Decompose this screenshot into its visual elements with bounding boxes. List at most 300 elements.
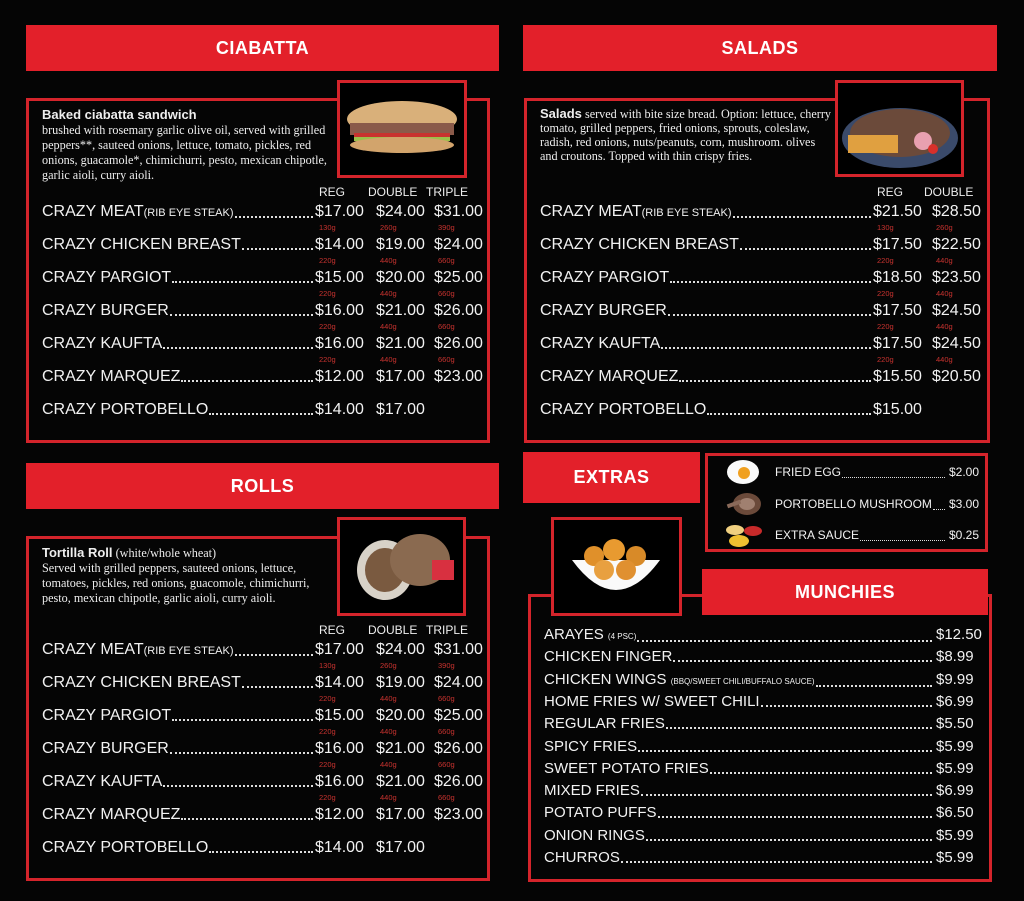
dot-leader bbox=[668, 302, 871, 316]
item-name-text: CRAZY PARGIOT bbox=[42, 707, 172, 724]
salads-item-leader bbox=[540, 335, 873, 353]
item-name-text: CRAZY PORTOBELLO bbox=[42, 401, 209, 418]
ciabatta-menu-item bbox=[42, 401, 515, 419]
ciabatta-price-triple: $25.00 bbox=[434, 269, 483, 286]
munchies-item-leader bbox=[544, 693, 934, 711]
item-name-text: CRAZY PARGIOT bbox=[42, 269, 172, 286]
item-name-text: CRAZY BURGER bbox=[42, 740, 169, 757]
rolls-menu-item bbox=[42, 641, 515, 670]
salads-price-double: $20.50 bbox=[932, 368, 981, 385]
extras-price: $3.00 bbox=[949, 496, 980, 511]
extras-price: $2.00 bbox=[949, 465, 980, 479]
salads-item-name bbox=[540, 203, 732, 222]
ciabatta-price-triple: $26.00 bbox=[434, 302, 483, 319]
munchies-menu-item bbox=[544, 849, 984, 867]
salads-item-leader bbox=[540, 203, 873, 222]
salads-price-reg: $15.00 bbox=[873, 401, 922, 418]
dot-leader bbox=[842, 463, 945, 478]
salads-weight-double: 440g bbox=[936, 355, 953, 364]
ciabatta-weight-reg: 220g bbox=[319, 256, 336, 265]
ciabatta-price-reg: $15.00 bbox=[315, 269, 364, 286]
ciabatta-weight-triple: 660g bbox=[438, 322, 455, 331]
item-name-text: SPICY FRIES bbox=[544, 737, 638, 755]
ciabatta-weight-double: 440g bbox=[380, 355, 397, 364]
salads-menu-item bbox=[540, 203, 1024, 232]
item-name-text: CRAZY MARQUEZ bbox=[540, 368, 679, 385]
mushroom-icon bbox=[723, 490, 763, 523]
dot-leader bbox=[707, 401, 871, 415]
salads-menu-item bbox=[540, 335, 1024, 364]
rolls-weight-triple: 390g bbox=[438, 661, 455, 670]
munchies-item-leader bbox=[544, 671, 934, 691]
salads-price-double: $28.50 bbox=[932, 203, 981, 220]
ciabatta-item-leader bbox=[42, 335, 315, 353]
munchies-menu-item bbox=[544, 827, 984, 845]
salads-weight-double: 440g bbox=[936, 322, 953, 331]
salads-price-double: $24.50 bbox=[932, 335, 981, 352]
munchies-item-name bbox=[544, 827, 645, 845]
rolls-item-name bbox=[42, 641, 234, 660]
rolls-item-name bbox=[42, 674, 241, 692]
salads-price-reg: $18.50 bbox=[873, 269, 922, 286]
rolls-weight-double: 440g bbox=[380, 793, 397, 802]
dot-leader bbox=[637, 626, 932, 642]
salads-desc-title: Salads bbox=[540, 106, 582, 121]
munchies-menu-item bbox=[544, 804, 984, 822]
ciabatta-weight-reg: 220g bbox=[319, 322, 336, 331]
salads-item-leader bbox=[540, 269, 873, 287]
ciabatta-desc-title: Baked ciabatta sandwich bbox=[42, 107, 197, 122]
ciabatta-menu-item bbox=[42, 368, 515, 386]
rolls-item-leader bbox=[42, 740, 315, 758]
munchies-menu-item bbox=[544, 648, 984, 666]
munchies-item-name bbox=[544, 738, 637, 756]
munchies-price: $5.50 bbox=[936, 715, 974, 733]
salads-item-name bbox=[540, 269, 669, 287]
dot-leader bbox=[816, 671, 932, 687]
item-note: (RIB EYE STEAK) bbox=[641, 207, 732, 219]
dot-leader bbox=[761, 693, 932, 707]
rolls-weight-reg: 220g bbox=[319, 760, 336, 769]
rolls-item-leader bbox=[42, 773, 315, 791]
ciabatta-weight-double: 260g bbox=[380, 223, 397, 232]
item-name-text: ARAYES bbox=[544, 626, 604, 643]
rolls-price-double: $21.00 bbox=[376, 773, 425, 790]
rolls-header: ROLLS bbox=[26, 463, 499, 509]
rolls-price-triple: $26.00 bbox=[434, 740, 483, 757]
ciabatta-column-reg: REG bbox=[319, 185, 346, 199]
rolls-menu-item bbox=[42, 674, 515, 703]
dot-leader bbox=[172, 707, 313, 721]
dot-leader bbox=[209, 401, 313, 415]
salads-item-name bbox=[540, 401, 706, 419]
item-name-text: CRAZY KAUFTA bbox=[42, 773, 163, 790]
munchies-menu-item bbox=[544, 693, 984, 711]
dot-leader bbox=[733, 203, 872, 218]
salads-item-name bbox=[540, 302, 667, 320]
ciabatta-item-leader bbox=[42, 269, 315, 287]
rolls-price-triple: $26.00 bbox=[434, 773, 483, 790]
salads-weight-reg: 220g bbox=[877, 256, 894, 265]
ciabatta-menu-item bbox=[42, 203, 515, 232]
salads-description bbox=[540, 107, 832, 163]
extras-item-leader bbox=[775, 495, 947, 513]
item-name-text: SWEET POTATO FRIES bbox=[544, 759, 709, 777]
ciabatta-weight-triple: 390g bbox=[438, 223, 455, 232]
rolls-desc-title: Tortilla Roll bbox=[42, 545, 113, 560]
salads-menu-item bbox=[540, 302, 1024, 331]
rolls-price-double: $21.00 bbox=[376, 740, 425, 757]
ciabatta-item-leader bbox=[42, 236, 315, 254]
dot-leader bbox=[646, 827, 932, 841]
salads-price-reg: $17.50 bbox=[873, 302, 922, 319]
salads-weight-double: 260g bbox=[936, 223, 953, 232]
rolls-weight-triple: 660g bbox=[438, 694, 455, 703]
dot-leader bbox=[933, 495, 945, 510]
munchies-menu-item bbox=[544, 738, 984, 756]
munchies-item-name bbox=[544, 671, 815, 691]
rolls-column-triple: TRIPLE bbox=[426, 623, 469, 637]
munchies-item-leader bbox=[544, 849, 934, 867]
item-name-text: CRAZY BURGER bbox=[540, 302, 667, 319]
rolls-price-double: $20.00 bbox=[376, 707, 425, 724]
munchies-price: $9.99 bbox=[936, 670, 974, 688]
item-name-text: CHICKEN FINGER bbox=[544, 648, 673, 666]
rolls-desc-note: (white/whole wheat) bbox=[115, 546, 217, 560]
ciabatta-item-name bbox=[42, 401, 208, 419]
rolls-item-leader bbox=[42, 674, 315, 692]
rolls-weight-triple: 660g bbox=[438, 760, 455, 769]
salads-item-name bbox=[540, 335, 660, 353]
ciabatta-menu-item bbox=[42, 236, 515, 265]
ciabatta-item-name bbox=[42, 302, 169, 320]
item-name-text: CHURROS bbox=[544, 849, 620, 866]
munchies-price: $5.99 bbox=[936, 826, 974, 844]
ciabatta-description bbox=[42, 107, 334, 183]
salads-menu-item bbox=[540, 236, 1024, 265]
salads-weight-double: 440g bbox=[936, 289, 953, 298]
sauce-icon bbox=[723, 521, 763, 554]
potato-puffs-image bbox=[551, 517, 682, 616]
munchies-item-name bbox=[544, 626, 636, 646]
rolls-price-triple: $25.00 bbox=[434, 707, 483, 724]
dot-leader bbox=[666, 715, 932, 729]
item-name-text: CRAZY MARQUEZ bbox=[42, 368, 181, 385]
extras-price: $0.25 bbox=[949, 528, 980, 542]
ciabatta-item-leader bbox=[42, 203, 315, 222]
munchies-item-name bbox=[544, 715, 665, 733]
dot-leader bbox=[181, 368, 313, 382]
rolls-item-name bbox=[42, 773, 162, 791]
dot-leader bbox=[172, 269, 313, 283]
rolls-item-leader bbox=[42, 839, 315, 857]
ciabatta-column-double: DOUBLE bbox=[368, 185, 418, 199]
rolls-weight-reg: 220g bbox=[319, 727, 336, 736]
extras-header: EXTRAS bbox=[523, 452, 700, 503]
extras-menu-item bbox=[775, 463, 985, 481]
munchies-price: $5.99 bbox=[936, 737, 974, 755]
ciabatta-price-triple: $31.00 bbox=[434, 203, 483, 220]
munchies-item-leader bbox=[544, 782, 934, 800]
munchies-price: $6.99 bbox=[936, 692, 974, 710]
dot-leader bbox=[641, 782, 932, 796]
dot-leader bbox=[658, 804, 932, 818]
salads-menu-item bbox=[540, 401, 1024, 419]
ciabatta-price-reg: $14.00 bbox=[315, 401, 364, 418]
dot-leader bbox=[710, 760, 932, 774]
item-name-text: CRAZY CHICKEN BREAST bbox=[42, 236, 241, 253]
munchies-item-name bbox=[544, 782, 640, 800]
rolls-menu-item bbox=[42, 707, 515, 736]
item-note: (RIB EYE STEAK) bbox=[143, 207, 234, 219]
ciabatta-price-reg: $16.00 bbox=[315, 335, 364, 352]
item-name-text: CRAZY PORTOBELLO bbox=[540, 401, 707, 418]
salads-item-name bbox=[540, 368, 678, 386]
ciabatta-menu-item bbox=[42, 269, 515, 298]
ciabatta-price-reg: $14.00 bbox=[315, 236, 364, 253]
item-name-text: CRAZY KAUFTA bbox=[540, 335, 661, 352]
munchies-price: $6.99 bbox=[936, 782, 974, 800]
salads-weight-double: 440g bbox=[936, 256, 953, 265]
ciabatta-price-reg: $16.00 bbox=[315, 302, 364, 319]
ciabatta-weight-triple: 660g bbox=[438, 289, 455, 298]
ciabatta-weight-double: 440g bbox=[380, 322, 397, 331]
munchies-item-name bbox=[544, 760, 709, 778]
munchies-item-leader bbox=[544, 760, 934, 778]
ciabatta-weight-double: 440g bbox=[380, 289, 397, 298]
rolls-weight-triple: 660g bbox=[438, 793, 455, 802]
ciabatta-item-leader bbox=[42, 401, 315, 419]
item-name-text: MIXED FRIES bbox=[544, 782, 640, 800]
ciabatta-column-triple: TRIPLE bbox=[426, 185, 469, 199]
rolls-price-reg: $16.00 bbox=[315, 740, 364, 757]
salads-price-reg: $17.50 bbox=[873, 335, 922, 352]
ciabatta-item-name bbox=[42, 269, 171, 287]
rolls-item-leader bbox=[42, 707, 315, 725]
item-name-text: CRAZY MEAT bbox=[42, 641, 144, 658]
rolls-item-name bbox=[42, 707, 171, 725]
rolls-price-double: $24.00 bbox=[376, 641, 425, 658]
salads-weight-reg: 220g bbox=[877, 322, 894, 331]
salads-header: SALADS bbox=[523, 25, 997, 71]
rolls-weight-reg: 130g bbox=[319, 661, 336, 670]
item-name-text: CRAZY MEAT bbox=[42, 203, 144, 220]
rolls-weight-reg: 220g bbox=[319, 694, 336, 703]
munchies-header: MUNCHIES bbox=[702, 569, 988, 615]
ciabatta-weight-triple: 660g bbox=[438, 256, 455, 265]
item-name-text: CRAZY PARGIOT bbox=[540, 269, 670, 286]
munchies-price: $5.99 bbox=[936, 759, 974, 777]
rolls-menu-item bbox=[42, 773, 515, 802]
rolls-weight-reg: 220g bbox=[319, 793, 336, 802]
item-name-text: CRAZY BURGER bbox=[42, 302, 169, 319]
item-name-text: CRAZY MARQUEZ bbox=[42, 806, 181, 823]
munchies-item-name bbox=[544, 693, 760, 711]
salads-price-reg: $15.50 bbox=[873, 368, 922, 385]
munchies-item-name bbox=[544, 804, 657, 822]
salads-weight-reg: 220g bbox=[877, 355, 894, 364]
item-name-text: POTATO PUFFS bbox=[544, 804, 657, 822]
dot-leader bbox=[181, 806, 313, 820]
munchies-price: $12.50 bbox=[936, 626, 982, 643]
item-note: (RIB EYE STEAK) bbox=[143, 645, 234, 657]
munchies-item-leader bbox=[544, 648, 934, 666]
salads-item-name bbox=[540, 236, 739, 254]
munchies-item-name bbox=[544, 849, 620, 867]
dot-leader bbox=[670, 269, 871, 283]
munchies-menu-item bbox=[544, 671, 984, 689]
rolls-weight-double: 440g bbox=[380, 727, 397, 736]
rolls-price-triple: $24.00 bbox=[434, 674, 483, 691]
ciabatta-price-double: $19.00 bbox=[376, 236, 425, 253]
rolls-price-reg: $16.00 bbox=[315, 773, 364, 790]
salads-item-leader bbox=[540, 368, 873, 386]
salads-price-reg: $17.50 bbox=[873, 236, 922, 253]
rolls-item-leader bbox=[42, 641, 315, 660]
rolls-item-name bbox=[42, 806, 180, 824]
ciabatta-price-triple: $24.00 bbox=[434, 236, 483, 253]
dot-leader bbox=[673, 648, 932, 662]
dot-leader bbox=[860, 526, 945, 541]
ciabatta-price-double: $17.00 bbox=[376, 368, 425, 385]
ciabatta-price-reg: $12.00 bbox=[315, 368, 364, 385]
munchies-menu-item bbox=[544, 626, 984, 644]
item-note: (BBQ/SWEET CHILI/BUFFALO SAUCE) bbox=[670, 676, 815, 686]
dot-leader bbox=[638, 738, 932, 752]
ciabatta-item-name bbox=[42, 203, 234, 222]
dot-leader bbox=[170, 302, 313, 316]
rolls-price-double: $17.00 bbox=[376, 839, 425, 856]
munchies-price: $5.99 bbox=[936, 849, 974, 866]
rolls-weight-double: 260g bbox=[380, 661, 397, 670]
salad-image bbox=[835, 80, 964, 177]
dot-leader bbox=[235, 203, 314, 218]
munchies-menu-item bbox=[544, 760, 984, 778]
ciabatta-price-double: $21.00 bbox=[376, 335, 425, 352]
rolls-weight-double: 440g bbox=[380, 760, 397, 769]
item-name-text: REGULAR FRIES bbox=[544, 715, 665, 733]
salads-menu-item bbox=[540, 269, 1024, 298]
dot-leader bbox=[242, 674, 313, 688]
salads-weight-reg: 130g bbox=[877, 223, 894, 232]
item-name-text: CRAZY KAUFTA bbox=[42, 335, 163, 352]
rolls-desc-text: Served with grilled peppers, sauteed onions, lettuce, tomatoes, pickles, red onions, guacomole, chimichurri, pesto, mexican chipotle, garlic aioli, curry aioli. bbox=[42, 561, 310, 605]
rolls-price-reg: $12.00 bbox=[315, 806, 364, 823]
tortilla-roll-image bbox=[337, 517, 466, 616]
rolls-weight-triple: 660g bbox=[438, 727, 455, 736]
ciabatta-price-double: $21.00 bbox=[376, 302, 425, 319]
salads-weight-reg: 220g bbox=[877, 289, 894, 298]
fried-egg-icon bbox=[723, 458, 763, 491]
ciabatta-weight-triple: 660g bbox=[438, 355, 455, 364]
rolls-column-double: DOUBLE bbox=[368, 623, 418, 637]
extras-item-name: EXTRA SAUCE bbox=[775, 528, 860, 542]
rolls-item-name bbox=[42, 740, 169, 758]
item-note: (4 PSC) bbox=[607, 632, 637, 641]
ciabatta-item-leader bbox=[42, 368, 315, 386]
rolls-price-reg: $14.00 bbox=[315, 674, 364, 691]
dot-leader bbox=[163, 773, 313, 787]
item-name-text: CHICKEN WINGS bbox=[544, 670, 667, 688]
ciabatta-item-name bbox=[42, 236, 241, 254]
salads-menu-item bbox=[540, 368, 1024, 386]
rolls-price-triple: $23.00 bbox=[434, 806, 483, 823]
dot-leader bbox=[621, 849, 932, 863]
ciabatta-weight-reg: 220g bbox=[319, 289, 336, 298]
dot-leader bbox=[163, 335, 313, 349]
item-name-text: CRAZY MEAT bbox=[540, 203, 642, 220]
salads-price-double: $24.50 bbox=[932, 302, 981, 319]
munchies-item-leader bbox=[544, 827, 934, 845]
rolls-menu-item bbox=[42, 740, 515, 769]
munchies-item-leader bbox=[544, 804, 934, 822]
salads-price-double: $23.50 bbox=[932, 269, 981, 286]
salads-item-leader bbox=[540, 401, 873, 419]
extras-item-leader bbox=[775, 463, 947, 481]
ciabatta-item-name bbox=[42, 335, 162, 353]
item-name-text: CRAZY CHICKEN BREAST bbox=[42, 674, 241, 691]
item-name-text: ONION RINGS bbox=[544, 826, 645, 844]
munchies-menu-item bbox=[544, 782, 984, 800]
salads-price-reg: $21.50 bbox=[873, 203, 922, 220]
item-name-text: CRAZY CHICKEN BREAST bbox=[540, 236, 739, 253]
ciabatta-sandwich-image bbox=[337, 80, 467, 178]
rolls-weight-double: 440g bbox=[380, 694, 397, 703]
item-name-text: HOME FRIES W/ SWEET CHILI bbox=[544, 692, 760, 710]
ciabatta-header: CIABATTA bbox=[26, 25, 499, 71]
rolls-menu-item bbox=[42, 839, 515, 857]
dot-leader bbox=[661, 335, 871, 349]
salads-column-double: DOUBLE bbox=[924, 185, 974, 199]
extras-item-leader bbox=[775, 526, 947, 544]
extras-item-name: FRIED EGG bbox=[775, 465, 842, 479]
ciabatta-desc-text: brushed with rosemary garlic olive oil, served with grilled peppers**, sauteed onions, lettuce, tomato, pickles, red onions, guacamole*, chimichurri, pesto, mexican chipotle, garlic aioli, curry aioli. bbox=[42, 123, 327, 182]
dot-leader bbox=[170, 740, 313, 754]
munchies-price: $6.50 bbox=[936, 804, 974, 822]
rolls-menu-item bbox=[42, 806, 515, 824]
dot-leader bbox=[235, 641, 314, 656]
rolls-price-double: $19.00 bbox=[376, 674, 425, 691]
ciabatta-price-triple: $23.00 bbox=[434, 368, 483, 385]
extras-item-name: PORTOBELLO MUSHROOM bbox=[775, 496, 932, 511]
extras-menu-item bbox=[775, 526, 985, 544]
salads-desc-text: served with bite size bread. Option: lettuce, cherry tomato, grilled peppers, fried onions, sprouts, coleslaw, radish, red onions, nuts/peanuts, corn, mushroom. olives and croutons. Topped with thin crispy fries. bbox=[540, 107, 831, 163]
rolls-price-reg: $15.00 bbox=[315, 707, 364, 724]
ciabatta-menu-item bbox=[42, 335, 515, 364]
munchies-price: $8.99 bbox=[936, 648, 974, 666]
rolls-price-triple: $31.00 bbox=[434, 641, 483, 658]
ciabatta-price-triple: $26.00 bbox=[434, 335, 483, 352]
ciabatta-item-name bbox=[42, 368, 180, 386]
ciabatta-weight-reg: 130g bbox=[319, 223, 336, 232]
rolls-price-double: $17.00 bbox=[376, 806, 425, 823]
rolls-price-reg: $14.00 bbox=[315, 839, 364, 856]
rolls-item-name bbox=[42, 839, 208, 857]
dot-leader bbox=[740, 236, 871, 250]
salads-item-leader bbox=[540, 302, 873, 320]
munchies-item-leader bbox=[544, 715, 934, 733]
dot-leader bbox=[209, 839, 313, 853]
dot-leader bbox=[242, 236, 313, 250]
ciabatta-weight-double: 440g bbox=[380, 256, 397, 265]
munchies-item-leader bbox=[544, 626, 934, 646]
dot-leader bbox=[679, 368, 871, 382]
rolls-item-leader bbox=[42, 806, 315, 824]
rolls-column-reg: REG bbox=[319, 623, 346, 637]
munchies-item-leader bbox=[544, 738, 934, 756]
ciabatta-price-double: $17.00 bbox=[376, 401, 425, 418]
ciabatta-price-double: $20.00 bbox=[376, 269, 425, 286]
